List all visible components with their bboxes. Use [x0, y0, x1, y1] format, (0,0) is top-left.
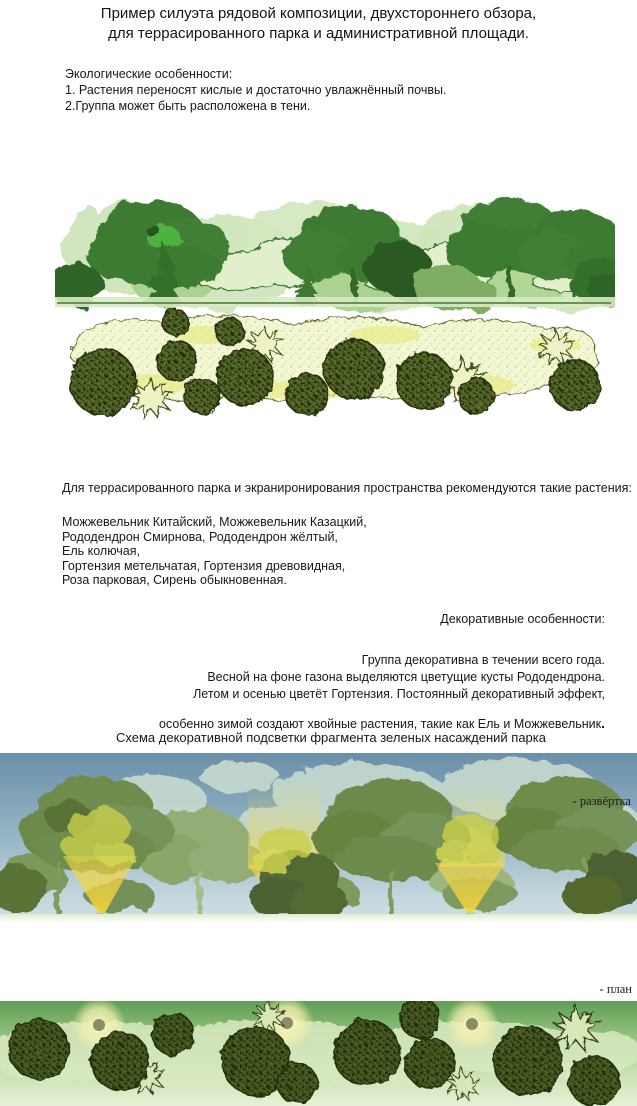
- decorative-heading: Декоративные особенности:: [440, 612, 605, 626]
- fixture-dot: [93, 1019, 105, 1031]
- lighting-elevation-illustration: [0, 753, 637, 923]
- decorative-line: Весной на фоне газона выделяются цветущие кусты Рододендрона.: [207, 669, 605, 684]
- fixture-dot: [466, 1018, 478, 1030]
- elevation-label: - развёртка: [572, 794, 631, 808]
- title-line-2: для террасированного парка и административной площади.: [108, 25, 529, 42]
- plant-list-line: Рододендрон Смирнова, Рододендрон жёлтый,: [62, 529, 338, 544]
- row-composition-illustration: [55, 185, 615, 420]
- title-line-1: Пример силуэта рядовой композиции, двухстороннего обзора,: [100, 5, 537, 22]
- lighting-plan-illustration: [0, 1001, 637, 1106]
- decorative-line: Группа декоративна в течении всего года.: [361, 653, 605, 667]
- ground-line: [57, 302, 611, 304]
- plan-label: - план: [599, 982, 632, 996]
- plant-list-line: Можжевельник Китайский, Можжевельник Казацкий,: [62, 515, 367, 529]
- scheme-caption: Схема декоративной подсветки фрагмента зеленых насаждений парка: [116, 730, 546, 745]
- decorative-line: Летом и осенью цветёт Гортензия. Постоянный декоративный эффект,: [193, 686, 605, 701]
- page-title: [0, 4, 637, 44]
- decorative-last-line: особенно зимой создают хвойные растения, такие как Ель и Можжевельник.: [159, 715, 605, 731]
- plant-list-line: Роза парковая, Сирень обыкновенная.: [62, 573, 287, 588]
- ecology-block: [65, 66, 446, 114]
- plant-list: [62, 515, 367, 588]
- bold-period: .: [601, 715, 605, 731]
- ecology-item: 1. Растения переносят кислые и достаточно увлажнённый почвы.: [65, 83, 447, 97]
- fixture-dot: [281, 1017, 293, 1029]
- plant-list-line: Ель колючая,: [62, 544, 141, 559]
- recommendation-intro: Для террасированного парка и экраниронирования пространства рекомендуются такие растения:: [62, 481, 632, 495]
- ecology-item: 2.Группа может быть расположена в тени.: [65, 99, 311, 113]
- ecology-heading: Экологические особенности:: [65, 67, 233, 81]
- ground-strip: [0, 914, 637, 923]
- plant-list-line: Гортензия метельчатая, Гортензия древовидная,: [62, 558, 346, 573]
- plan-bed: [70, 309, 600, 419]
- decorative-text: [193, 652, 605, 702]
